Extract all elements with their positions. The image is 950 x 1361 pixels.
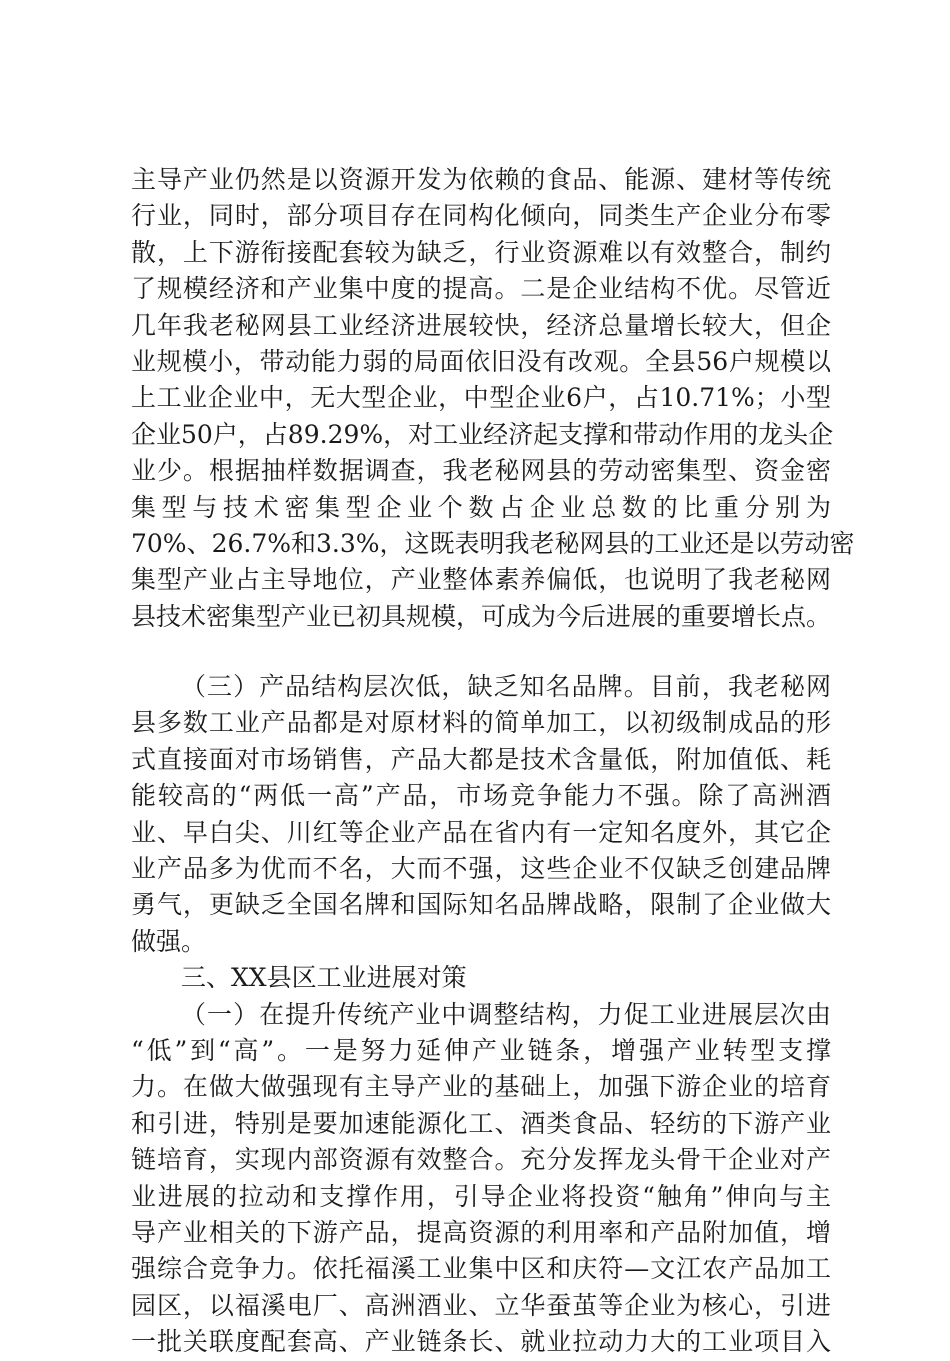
text-line: 业、早白尖、川红等企业产品在省内有一定知名度外，其它企: [131, 817, 831, 847]
text-line: 上工业企业中，无大型企业，中型企业6户，占10.71%；小型: [131, 383, 831, 413]
text-line: 导产业相关的下游产品，提高资源的利用率和产品附加值，增: [131, 1217, 831, 1247]
paragraph-product-structure: [131, 669, 831, 960]
text-line: 几年我老秘网县工业经济进展较快，经济总量增长较大，但企: [131, 310, 831, 340]
text-line: 和引进，特别是要加速能源化工、酒类食品、轻纺的下游产业: [131, 1108, 831, 1138]
text-line: 链培育，实现内部资源有效整合。充分发挥龙头骨干企业对产: [131, 1145, 831, 1175]
text-line: 勇气，更缺乏全国名牌和国际知名品牌战略，限制了企业做大: [131, 890, 831, 920]
text-line: 散，上下游衔接配套较为缺乏，行业资源难以有效整合，制约: [131, 237, 831, 267]
document-page: [131, 162, 855, 1361]
text-line: 能较高的“两低一高”产品，市场竞争能力不强。除了高洲酒: [131, 781, 831, 811]
text-line: 强综合竞争力。依托福溪工业集中区和庆符—文江农产品加工: [131, 1254, 831, 1284]
text-line: 企业50户，占89.29%，对工业经济起支撑和带动作用的龙头企: [131, 419, 834, 449]
text-line: 集型产业占主导地位，产业整体素养偏低，也说明了我老秘网: [131, 565, 831, 595]
text-line: 力。在做大做强现有主导产业的基础上，加强下游企业的培育: [131, 1072, 831, 1102]
paragraph-countermeasures: [131, 997, 831, 1361]
paragraph-gap: [131, 635, 831, 669]
section-heading: [131, 960, 831, 996]
text-line: 园区，以福溪电厂、高洲酒业、立华蚕茧等企业为核心，引进: [131, 1290, 831, 1320]
text-line: 做强。: [131, 926, 207, 956]
text-line: 县技术密集型产业已初具规模，可成为今后进展的重要增长点。: [131, 601, 832, 631]
text-line: 行业，同时，部分项目存在同构化倾向，同类生产企业分布零: [131, 201, 831, 231]
text-line: 式直接面对市场销售，产品大都是技术含量低，附加值低、耗: [131, 744, 831, 774]
text-line: 业规模小，带动能力弱的局面依旧没有改观。全县56户规模以: [131, 346, 831, 376]
paragraph-industry-structure: [131, 162, 855, 635]
text-line: 县多数工业产品都是对原材料的简单加工，以初级制成品的形: [131, 708, 831, 738]
text-line: 了规模经济和产业集中度的提高。二是企业结构不优。尽管近: [131, 274, 831, 304]
text-line: 业产品多为优而不名，大而不强，这些企业不仅缺乏创建品牌: [131, 854, 831, 884]
text-line: 一批关联度配套高、产业链条长、就业拉动力大的工业项目入: [131, 1327, 831, 1357]
text-line: “低”到“高”。一是努力延伸产业链条，增强产业转型支撑: [131, 1035, 831, 1065]
text-line: （一）在提升传统产业中调整结构，力促工业进展层次由: [181, 999, 831, 1029]
text-line: （三）产品结构层次低，缺乏知名品牌。目前，我老秘网: [181, 672, 831, 702]
text-line: 70%、26.7%和3.3%，这既表明我老秘网县的工业还是以劳动密: [131, 528, 855, 558]
text-line: 业少。根据抽样数据调查，我老秘网县的劳动密集型、资金密: [131, 456, 831, 486]
heading-text: 三、XX县区工业进展对策: [181, 963, 467, 993]
text-line: 集型与技术密集型企业个数占企业总数的比重分别为: [131, 492, 831, 522]
text-line: 主导产业仍然是以资源开发为依赖的食品、能源、建材等传统: [131, 165, 831, 194]
text-line: 业进展的拉动和支撑作用，引导企业将投资“触角”伸向与主: [131, 1181, 831, 1211]
